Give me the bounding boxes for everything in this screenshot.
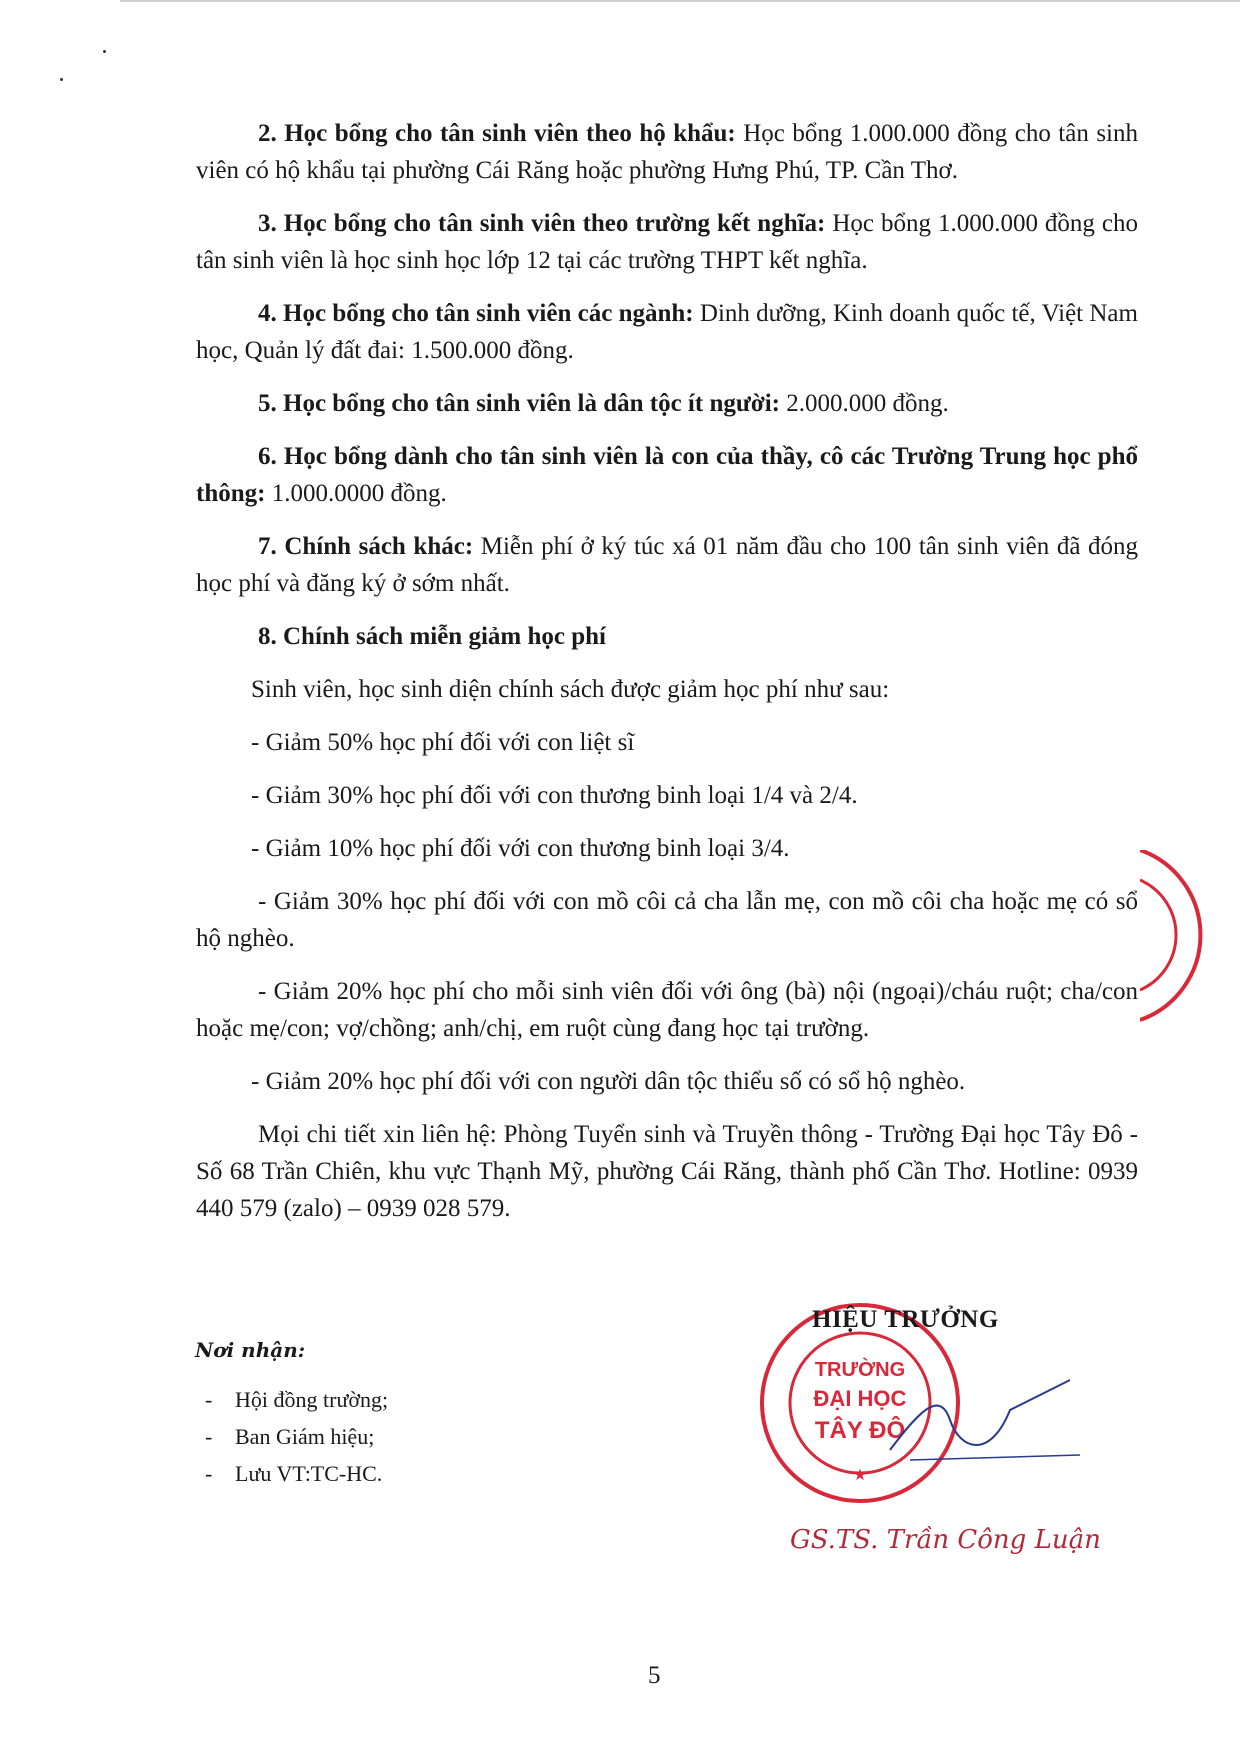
scan-speck bbox=[60, 78, 63, 81]
stamp-line-2: ĐẠI HỌC bbox=[813, 1386, 907, 1411]
partial-seal-stamp bbox=[1140, 850, 1240, 1035]
recipients-block bbox=[195, 1332, 388, 1492]
recipient-item: - Lưu VT:TC-HC. bbox=[205, 1461, 383, 1486]
svg-text:★: ★ bbox=[852, 1467, 868, 1484]
item-7: 7. Chính sách khác: Miễn phí ở ký túc xá 01 năm đầu cho 100 tân sinh viên đã đóng học phí và đăng ký ở sớm nhất. bbox=[196, 533, 1139, 597]
reduction-item: - Giảm 20% học phí cho mỗi sinh viên đối với ông (bà) nội (ngoại)/cháu ruột; cha/con hoặc mẹ/con; vợ/chồng; anh/chị, em ruột cùng đang học tại trường. bbox=[196, 978, 1138, 1042]
recipient-item: - Ban Giám hiệu; bbox=[205, 1424, 375, 1449]
scan-speck bbox=[103, 50, 106, 53]
signature-title: HIỆU TRƯỞNG bbox=[812, 1306, 999, 1333]
page-number: 5 bbox=[648, 1662, 661, 1689]
policy-intro: Sinh viên, học sinh diện chính sách được giảm học phí như sau: bbox=[251, 676, 890, 703]
recipients-title: Nơi nhận: bbox=[195, 1338, 306, 1362]
reduction-item: - Giảm 30% học phí đối với con mồ côi cả cha lẫn mẹ, con mồ côi cha hoặc mẹ có sổ hộ nghèo. bbox=[196, 888, 1138, 952]
item-3: 3. Học bổng cho tân sinh viên theo trường kết nghĩa: Học bổng 1.000.000 đồng cho tân sinh viên là học sinh học lớp 12 tại các trường THPT kết nghĩa. bbox=[196, 210, 1139, 274]
item-4: 4. Học bổng cho tân sinh viên các ngành: Dinh dưỡng, Kinh doanh quốc tế, Việt Nam học, Quản lý đất đai: 1.500.000 đồng. bbox=[196, 300, 1138, 364]
signature-scribble bbox=[880, 1370, 1080, 1475]
body-text bbox=[196, 115, 1138, 1243]
reduction-item: - Giảm 10% học phí đối với con thương binh loại 3/4. bbox=[251, 835, 790, 862]
contact-info: Mọi chi tiết xin liên hệ: Phòng Tuyển sinh và Truyền thông - Trường Đại học Tây Đô - Số 68 Trần Chiên, khu vực Thạnh Mỹ, phường Cái Răng, thành phố Cần Thơ. Hotline: 0939 440 579 (zalo) – 0939 028 579. bbox=[196, 1121, 1138, 1222]
stamp-line-1: TRƯỜNG bbox=[814, 1359, 906, 1381]
reduction-item: - Giảm 30% học phí đối với con thương binh loại 1/4 và 2/4. bbox=[251, 782, 858, 809]
recipient-item: - Hội đồng trường; bbox=[205, 1387, 389, 1412]
item-6: 6. Học bổng dành cho tân sinh viên là con của thầy, cô các Trường Trung học phổ thông: 1.000.0000 đồng. bbox=[196, 443, 1138, 507]
stamp-line-3: TÂY ĐÔ bbox=[814, 1417, 906, 1444]
reduction-item: - Giảm 50% học phí đối với con liệt sĩ bbox=[251, 729, 635, 756]
item-2: 2. Học bổng cho tân sinh viên theo hộ khẩu: Học bổng 1.000.000 đồng cho tân sinh viên có hộ khẩu tại phường Cái Răng hoặc phường Hưng Phú, TP. Cần Thơ. bbox=[196, 120, 1138, 184]
reduction-item: - Giảm 20% học phí đối với con người dân tộc thiểu số có sổ hộ nghèo. bbox=[251, 1068, 966, 1095]
signer-name: GS.TS. Trần Công Luận bbox=[790, 1525, 1101, 1555]
scan-edge-line bbox=[120, 0, 1240, 2]
item-8: 8. Chính sách miễn giảm học phí bbox=[258, 623, 606, 650]
item-5: 5. Học bổng cho tân sinh viên là dân tộc ít người: 2.000.000 đồng. bbox=[258, 390, 949, 417]
